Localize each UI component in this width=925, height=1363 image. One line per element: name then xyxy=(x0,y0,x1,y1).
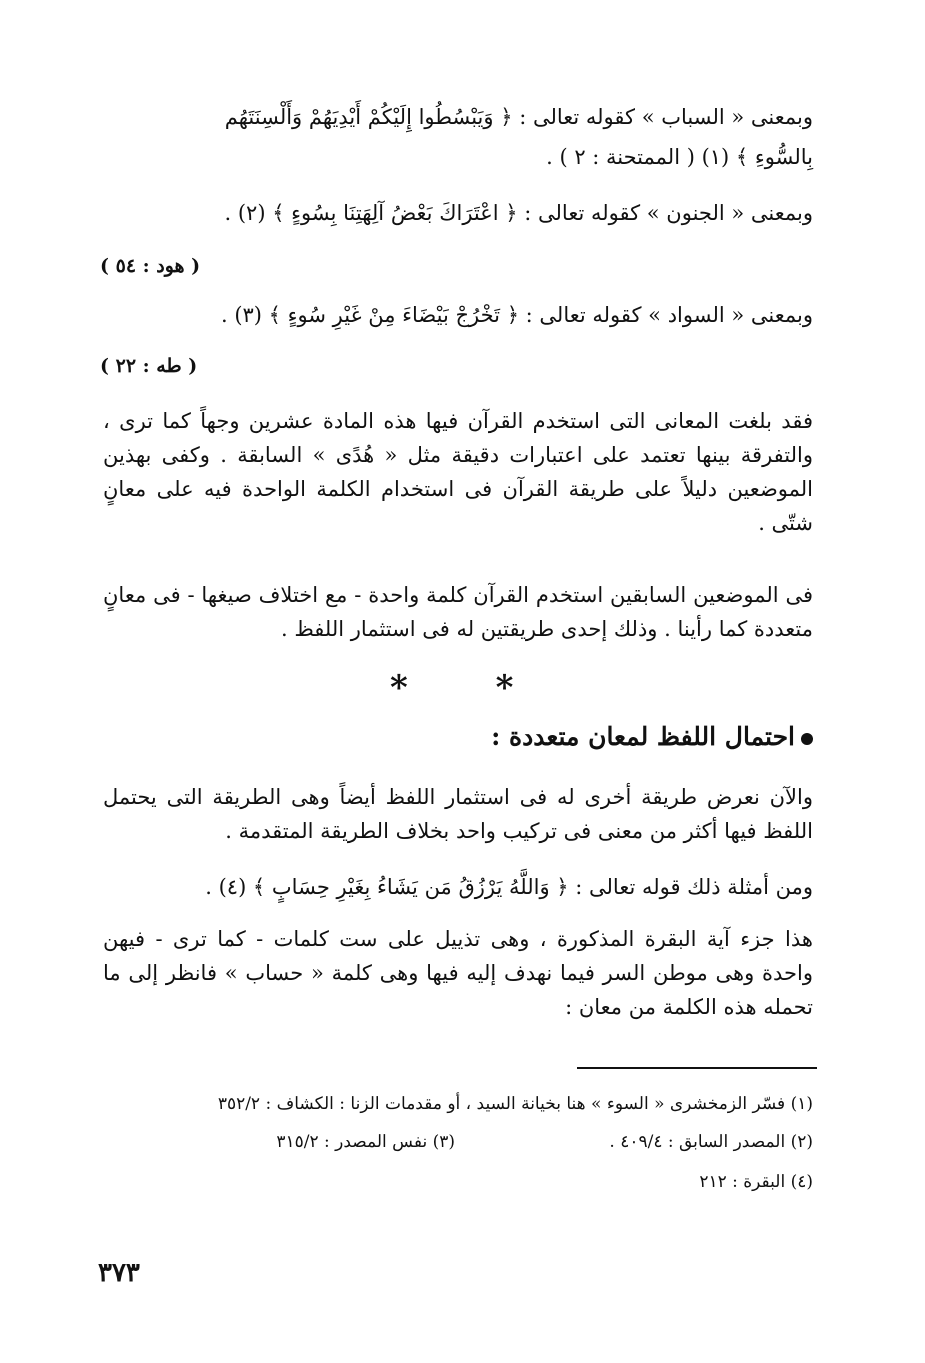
footnote-3: (٣) نفس المصدر : ٣١٥/٢ xyxy=(276,1132,455,1152)
paragraph-2-line-1-text: وبمعنى « الجنون » كقوله تعالى : ﴿ اعْتَرَاكَ بَعْضُ آلِهَتِنَا بِسُوءٍ ﴾ (٢) . xyxy=(224,201,813,225)
paragraph-7-text: ومن أمثلة ذلك قوله تعالى : ﴿ وَاللَّهُ يَرْزُقُ مَن يَشَاءُ بِغَيْرِ حِسَابٍ ﴾ (٤) . xyxy=(205,875,813,899)
section-heading xyxy=(491,722,813,751)
footnote-4: (٤) البقرة : ٢١٢ xyxy=(699,1172,813,1192)
paragraph-3-reference: ( طه : ٢٢ ) xyxy=(100,355,198,377)
paragraph-4: فقد بلغت المعانى التى استخدم القرآن فيها هذه المادة عشرين وجهاً كما ترى ، والتفرقة بينها تعتمد على اعتبارات دقيقة مثل « هُدًى » السابقة . وكفى بهذين الموضعين دليلاً على طريقة القرآن فى استخدام الكلمة الواحدة فيه على معانٍ شتّى . xyxy=(103,409,813,535)
page-number: ٣٧٣ xyxy=(98,1258,140,1288)
bullet-icon xyxy=(801,733,813,745)
footnote-2: (٢) المصدر السابق : ٤٠٩/٤ . xyxy=(609,1132,813,1152)
paragraph-5: فى الموضعين السابقين استخدم القرآن كلمة واحدة - مع اختلاف صيغها - فى معانٍ متعددة كما رأينا . وذلك إحدى طريقتين له فى استثمار اللفظ . xyxy=(103,583,813,641)
paragraph-2-line-1 xyxy=(103,196,813,230)
section-separator: * * xyxy=(390,668,552,708)
paragraph-3-line-1-text: وبمعنى « السواد » كقوله تعالى : ﴿ تَخْرُجْ بَيْضَاءَ مِنْ غَيْرِ سُوءٍ ﴾ (٣) . xyxy=(220,303,813,327)
paragraph-3-line-1 xyxy=(103,298,813,332)
paragraph-8: هذا جزء آية البقرة المذكورة ، وهى تذييل على ست كلمات - كما ترى - فيهن واحدة وهى موطن السر فيما نهدف إليه فيها وهى كلمة « حساب » فانظر إلى ما تحمله هذه الكلمة من معان : xyxy=(103,927,813,1019)
paragraph-1-line-2-text: بِالسُّوءِ ﴾ (١) ( الممتحنة : ٢ ) . xyxy=(546,145,813,169)
paragraph-1-line-2 xyxy=(103,140,813,174)
paragraph-2-reference: ( هود : ٥٤ ) xyxy=(100,255,201,277)
section-heading-text: احتمال اللفظ لمعان متعددة : xyxy=(491,722,795,751)
paragraph-1-line-1 xyxy=(103,100,813,134)
paragraph-6: والآن نعرض طريقة أخرى له فى استثمار اللفظ أيضاً وهى الطريقة التى يحتمل اللفظ فيها أكثر من معنى فى تركيب واحد بخلاف الطريقة المتقدمة . xyxy=(103,785,813,843)
paragraph-1-line-1-text: وبمعنى « السباب » كقوله تعالى : ﴿ وَيَبْسُطُوا إِلَيْكُمْ أَيْدِيَهُمْ وَأَلْسِنَتَهُم xyxy=(224,105,813,129)
footnote-divider xyxy=(577,1067,817,1069)
paragraph-7 xyxy=(103,870,813,904)
footnote-1: (١) فسّر الزمخشرى « السوء » هنا بخيانة السيد ، أو مقدمات الزنا : الكشاف : ٣٥٢/٢ xyxy=(217,1094,813,1114)
